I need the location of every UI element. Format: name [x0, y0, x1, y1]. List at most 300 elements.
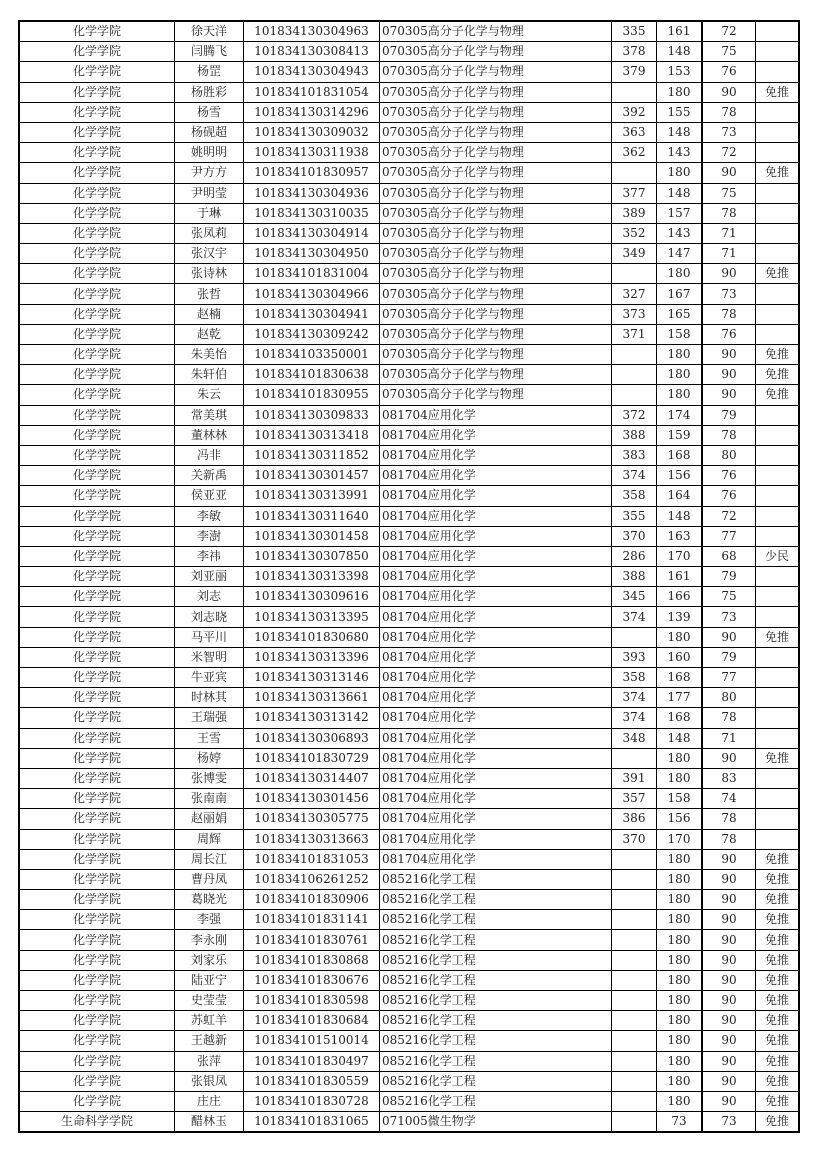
exam-id-cell: 101834130308413: [244, 42, 380, 62]
total-score-cell: 77: [702, 526, 756, 546]
total-score-cell: 79: [702, 567, 756, 587]
college-cell: 化学学院: [19, 244, 175, 264]
student-name-cell: 庄庄: [175, 1091, 244, 1111]
student-name-cell: 赵乾: [175, 324, 244, 344]
retest-score-cell: 180: [657, 950, 703, 970]
note-cell: [756, 62, 800, 82]
college-cell: 化学学院: [19, 143, 175, 163]
table-row: [19, 526, 799, 546]
major-cell: 085216化学工程: [380, 869, 612, 889]
student-name-cell: 李祎: [175, 546, 244, 566]
total-score-cell: 90: [702, 1091, 756, 1111]
note-cell: [756, 587, 800, 607]
table-row: [19, 950, 799, 970]
college-cell: 化学学院: [19, 587, 175, 607]
student-name-cell: 张凤莉: [175, 223, 244, 243]
note-cell: [756, 425, 800, 445]
note-cell: [756, 21, 800, 42]
major-cell: 081704应用化学: [380, 829, 612, 849]
initial-score-cell: 374: [612, 708, 657, 728]
student-name-cell: 陆亚宁: [175, 970, 244, 990]
initial-score-cell: [612, 849, 657, 869]
initial-score-cell: 391: [612, 768, 657, 788]
retest-score-cell: 180: [657, 1091, 703, 1111]
table-row: [19, 708, 799, 728]
total-score-cell: 73: [702, 607, 756, 627]
table-row: [19, 284, 799, 304]
retest-score-cell: 180: [657, 991, 703, 1011]
retest-score-cell: 180: [657, 869, 703, 889]
table-row: [19, 647, 799, 667]
note-cell: 免推: [756, 1031, 800, 1051]
initial-score-cell: 383: [612, 445, 657, 465]
exam-id-cell: 101834130304943: [244, 62, 380, 82]
student-name-cell: 张银凤: [175, 1071, 244, 1091]
initial-score-cell: [612, 991, 657, 1011]
table-row: [19, 365, 799, 385]
initial-score-cell: [612, 869, 657, 889]
major-cell: 081704应用化学: [380, 809, 612, 829]
major-cell: 085216化学工程: [380, 1071, 612, 1091]
retest-score-cell: 180: [657, 82, 703, 102]
initial-score-cell: 370: [612, 829, 657, 849]
student-name-cell: 张萍: [175, 1051, 244, 1071]
student-name-cell: 朱美怡: [175, 345, 244, 365]
major-cell: 081704应用化学: [380, 466, 612, 486]
table-row: [19, 1112, 799, 1133]
retest-score-cell: 180: [657, 849, 703, 869]
major-cell: 070305高分子化学与物理: [380, 62, 612, 82]
retest-score-cell: 168: [657, 668, 703, 688]
retest-score-cell: 163: [657, 526, 703, 546]
exam-id-cell: 101834130313396: [244, 647, 380, 667]
major-cell: 081704应用化学: [380, 486, 612, 506]
major-cell: 070305高分子化学与物理: [380, 203, 612, 223]
note-cell: 免推: [756, 1071, 800, 1091]
exam-id-cell: 101834130309242: [244, 324, 380, 344]
total-score-cell: 78: [702, 708, 756, 728]
note-cell: 免推: [756, 970, 800, 990]
total-score-cell: 90: [702, 365, 756, 385]
table-body: [19, 21, 799, 1132]
college-cell: 化学学院: [19, 546, 175, 566]
retest-score-cell: 73: [657, 1112, 703, 1133]
student-name-cell: 苏虹羊: [175, 1011, 244, 1031]
major-cell: 081704应用化学: [380, 768, 612, 788]
retest-score-cell: 180: [657, 385, 703, 405]
exam-id-cell: 101834130313146: [244, 668, 380, 688]
retest-score-cell: 180: [657, 264, 703, 284]
table-row: [19, 567, 799, 587]
table-row: [19, 688, 799, 708]
retest-score-cell: 180: [657, 345, 703, 365]
retest-score-cell: 180: [657, 768, 703, 788]
total-score-cell: 71: [702, 223, 756, 243]
college-cell: 化学学院: [19, 466, 175, 486]
note-cell: [756, 183, 800, 203]
major-cell: 070305高分子化学与物理: [380, 42, 612, 62]
table-row: [19, 728, 799, 748]
retest-score-cell: 157: [657, 203, 703, 223]
exam-id-cell: 101834101830684: [244, 1011, 380, 1031]
note-cell: 免推: [756, 1091, 800, 1111]
major-cell: 085216化学工程: [380, 890, 612, 910]
total-score-cell: 78: [702, 809, 756, 829]
college-cell: 化学学院: [19, 385, 175, 405]
major-cell: 071005微生物学: [380, 1112, 612, 1133]
college-cell: 化学学院: [19, 1091, 175, 1111]
exam-id-cell: 101834101831004: [244, 264, 380, 284]
exam-id-cell: 101834130307850: [244, 546, 380, 566]
major-cell: 081704应用化学: [380, 748, 612, 768]
initial-score-cell: 357: [612, 789, 657, 809]
major-cell: 085216化学工程: [380, 950, 612, 970]
total-score-cell: 71: [702, 728, 756, 748]
table-row: [19, 203, 799, 223]
total-score-cell: 78: [702, 102, 756, 122]
retest-score-cell: 158: [657, 789, 703, 809]
admission-score-table: [18, 20, 800, 1133]
initial-score-cell: 372: [612, 405, 657, 425]
exam-id-cell: 101834130311640: [244, 506, 380, 526]
note-cell: 免推: [756, 950, 800, 970]
retest-score-cell: 148: [657, 728, 703, 748]
student-name-cell: 曹丹凤: [175, 869, 244, 889]
college-cell: 化学学院: [19, 486, 175, 506]
retest-score-cell: 168: [657, 445, 703, 465]
student-name-cell: 时林其: [175, 688, 244, 708]
exam-id-cell: 101834130304950: [244, 244, 380, 264]
note-cell: [756, 304, 800, 324]
table-row: [19, 829, 799, 849]
initial-score-cell: 374: [612, 607, 657, 627]
major-cell: 070305高分子化学与物理: [380, 365, 612, 385]
initial-score-cell: [612, 627, 657, 647]
exam-id-cell: 101834130309616: [244, 587, 380, 607]
note-cell: 免推: [756, 365, 800, 385]
retest-score-cell: 180: [657, 1011, 703, 1031]
initial-score-cell: 348: [612, 728, 657, 748]
table-row: [19, 244, 799, 264]
table-row: [19, 1091, 799, 1111]
exam-id-cell: 101834101830680: [244, 627, 380, 647]
exam-id-cell: 101834130313661: [244, 688, 380, 708]
table-row: [19, 466, 799, 486]
student-name-cell: 王瑞强: [175, 708, 244, 728]
college-cell: 化学学院: [19, 183, 175, 203]
table-row: [19, 890, 799, 910]
retest-score-cell: 148: [657, 122, 703, 142]
retest-score-cell: 180: [657, 1051, 703, 1071]
student-name-cell: 尹明莹: [175, 183, 244, 203]
exam-id-cell: 101834101830497: [244, 1051, 380, 1071]
total-score-cell: 90: [702, 970, 756, 990]
note-cell: 免推: [756, 1112, 800, 1133]
retest-score-cell: 161: [657, 21, 703, 42]
major-cell: 081704应用化学: [380, 425, 612, 445]
college-cell: 化学学院: [19, 607, 175, 627]
initial-score-cell: [612, 1011, 657, 1031]
exam-id-cell: 101834101830761: [244, 930, 380, 950]
total-score-cell: 71: [702, 244, 756, 264]
college-cell: 化学学院: [19, 869, 175, 889]
initial-score-cell: [612, 345, 657, 365]
initial-score-cell: [612, 890, 657, 910]
major-cell: 081704应用化学: [380, 627, 612, 647]
major-cell: 081704应用化学: [380, 849, 612, 869]
initial-score-cell: 355: [612, 506, 657, 526]
exam-id-cell: 101834130314407: [244, 768, 380, 788]
total-score-cell: 75: [702, 183, 756, 203]
exam-id-cell: 101834103350001: [244, 345, 380, 365]
initial-score-cell: 374: [612, 466, 657, 486]
student-name-cell: 葛晓光: [175, 890, 244, 910]
note-cell: [756, 526, 800, 546]
college-cell: 化学学院: [19, 1071, 175, 1091]
initial-score-cell: 388: [612, 567, 657, 587]
exam-id-cell: 101834130313418: [244, 425, 380, 445]
note-cell: [756, 324, 800, 344]
total-score-cell: 90: [702, 890, 756, 910]
college-cell: 化学学院: [19, 62, 175, 82]
student-name-cell: 张诗林: [175, 264, 244, 284]
college-cell: 化学学院: [19, 950, 175, 970]
total-score-cell: 78: [702, 829, 756, 849]
student-name-cell: 朱轩伯: [175, 365, 244, 385]
table-row: [19, 809, 799, 829]
initial-score-cell: [612, 970, 657, 990]
note-cell: 免推: [756, 849, 800, 869]
college-cell: 化学学院: [19, 445, 175, 465]
retest-score-cell: 164: [657, 486, 703, 506]
major-cell: 085216化学工程: [380, 1091, 612, 1111]
initial-score-cell: 335: [612, 21, 657, 42]
note-cell: [756, 143, 800, 163]
total-score-cell: 74: [702, 789, 756, 809]
student-name-cell: 张博雯: [175, 768, 244, 788]
college-cell: 化学学院: [19, 910, 175, 930]
note-cell: [756, 244, 800, 264]
college-cell: 化学学院: [19, 708, 175, 728]
student-name-cell: 李敏: [175, 506, 244, 526]
total-score-cell: 73: [702, 1112, 756, 1133]
student-name-cell: 王雪: [175, 728, 244, 748]
retest-score-cell: 155: [657, 102, 703, 122]
total-score-cell: 90: [702, 991, 756, 1011]
initial-score-cell: [612, 1112, 657, 1133]
exam-id-cell: 101834101830559: [244, 1071, 380, 1091]
total-score-cell: 90: [702, 82, 756, 102]
initial-score-cell: 393: [612, 647, 657, 667]
note-cell: [756, 506, 800, 526]
initial-score-cell: [612, 82, 657, 102]
initial-score-cell: 386: [612, 809, 657, 829]
table-row: [19, 930, 799, 950]
major-cell: 070305高分子化学与物理: [380, 82, 612, 102]
major-cell: 085216化学工程: [380, 1051, 612, 1071]
note-cell: [756, 445, 800, 465]
exam-id-cell: 101834101831141: [244, 910, 380, 930]
retest-score-cell: 177: [657, 688, 703, 708]
college-cell: 化学学院: [19, 1031, 175, 1051]
major-cell: 081704应用化学: [380, 445, 612, 465]
retest-score-cell: 170: [657, 829, 703, 849]
note-cell: [756, 567, 800, 587]
college-cell: 化学学院: [19, 21, 175, 42]
retest-score-cell: 166: [657, 587, 703, 607]
college-cell: 化学学院: [19, 567, 175, 587]
exam-id-cell: 101834130309032: [244, 122, 380, 142]
total-score-cell: 76: [702, 466, 756, 486]
retest-score-cell: 159: [657, 425, 703, 445]
retest-score-cell: 180: [657, 163, 703, 183]
retest-score-cell: 161: [657, 567, 703, 587]
note-cell: 免推: [756, 385, 800, 405]
note-cell: 少民: [756, 546, 800, 566]
student-name-cell: 李澍: [175, 526, 244, 546]
college-cell: 化学学院: [19, 264, 175, 284]
initial-score-cell: 373: [612, 304, 657, 324]
exam-id-cell: 101834101830598: [244, 991, 380, 1011]
major-cell: 085216化学工程: [380, 970, 612, 990]
total-score-cell: 77: [702, 668, 756, 688]
initial-score-cell: [612, 748, 657, 768]
retest-score-cell: 180: [657, 890, 703, 910]
student-name-cell: 张南南: [175, 789, 244, 809]
total-score-cell: 76: [702, 324, 756, 344]
table-row: [19, 304, 799, 324]
college-cell: 化学学院: [19, 1011, 175, 1031]
major-cell: 081704应用化学: [380, 546, 612, 566]
note-cell: [756, 405, 800, 425]
total-score-cell: 90: [702, 1011, 756, 1031]
total-score-cell: 83: [702, 768, 756, 788]
exam-id-cell: 101834106261252: [244, 869, 380, 889]
table-row: [19, 82, 799, 102]
student-name-cell: 赵楠: [175, 304, 244, 324]
note-cell: [756, 284, 800, 304]
note-cell: [756, 708, 800, 728]
retest-score-cell: 143: [657, 223, 703, 243]
initial-score-cell: 378: [612, 42, 657, 62]
student-name-cell: 醋林玉: [175, 1112, 244, 1133]
college-cell: 化学学院: [19, 829, 175, 849]
table-row: [19, 324, 799, 344]
initial-score-cell: 370: [612, 526, 657, 546]
retest-score-cell: 156: [657, 809, 703, 829]
table-row: [19, 223, 799, 243]
major-cell: 081704应用化学: [380, 647, 612, 667]
exam-id-cell: 101834130304966: [244, 284, 380, 304]
table-row: [19, 62, 799, 82]
college-cell: 化学学院: [19, 365, 175, 385]
retest-score-cell: 156: [657, 466, 703, 486]
note-cell: 免推: [756, 869, 800, 889]
student-name-cell: 杨罡: [175, 62, 244, 82]
note-cell: [756, 688, 800, 708]
table-row: [19, 668, 799, 688]
college-cell: 化学学院: [19, 991, 175, 1011]
note-cell: [756, 668, 800, 688]
note-cell: 免推: [756, 1051, 800, 1071]
student-name-cell: 董林林: [175, 425, 244, 445]
retest-score-cell: 148: [657, 506, 703, 526]
college-cell: 化学学院: [19, 627, 175, 647]
table-row: [19, 102, 799, 122]
major-cell: 070305高分子化学与物理: [380, 143, 612, 163]
student-name-cell: 米智明: [175, 647, 244, 667]
retest-score-cell: 180: [657, 910, 703, 930]
note-cell: [756, 122, 800, 142]
major-cell: 070305高分子化学与物理: [380, 264, 612, 284]
initial-score-cell: [612, 950, 657, 970]
retest-score-cell: 139: [657, 607, 703, 627]
initial-score-cell: [612, 163, 657, 183]
retest-score-cell: 148: [657, 183, 703, 203]
exam-id-cell: 101834130304936: [244, 183, 380, 203]
total-score-cell: 90: [702, 385, 756, 405]
initial-score-cell: 352: [612, 223, 657, 243]
total-score-cell: 78: [702, 425, 756, 445]
note-cell: 免推: [756, 82, 800, 102]
note-cell: [756, 647, 800, 667]
major-cell: 070305高分子化学与物理: [380, 21, 612, 42]
initial-score-cell: 388: [612, 425, 657, 445]
initial-score-cell: [612, 910, 657, 930]
table-row: [19, 122, 799, 142]
student-name-cell: 常美琪: [175, 405, 244, 425]
initial-score-cell: [612, 1031, 657, 1051]
student-name-cell: 于琳: [175, 203, 244, 223]
total-score-cell: 90: [702, 345, 756, 365]
total-score-cell: 90: [702, 163, 756, 183]
exam-id-cell: 101834101830906: [244, 890, 380, 910]
major-cell: 070305高分子化学与物理: [380, 244, 612, 264]
total-score-cell: 76: [702, 486, 756, 506]
retest-score-cell: 158: [657, 324, 703, 344]
exam-id-cell: 101834101830728: [244, 1091, 380, 1111]
total-score-cell: 75: [702, 42, 756, 62]
retest-score-cell: 165: [657, 304, 703, 324]
note-cell: [756, 102, 800, 122]
college-cell: 化学学院: [19, 1051, 175, 1071]
student-name-cell: 杨雪: [175, 102, 244, 122]
exam-id-cell: 101834130313991: [244, 486, 380, 506]
retest-score-cell: 180: [657, 365, 703, 385]
total-score-cell: 73: [702, 284, 756, 304]
exam-id-cell: 101834101830676: [244, 970, 380, 990]
major-cell: 070305高分子化学与物理: [380, 102, 612, 122]
major-cell: 070305高分子化学与物理: [380, 324, 612, 344]
college-cell: 化学学院: [19, 42, 175, 62]
table-row: [19, 21, 799, 42]
table-row: [19, 425, 799, 445]
initial-score-cell: 389: [612, 203, 657, 223]
note-cell: 免推: [756, 890, 800, 910]
note-cell: 免推: [756, 627, 800, 647]
table-row: [19, 345, 799, 365]
exam-id-cell: 101834101830638: [244, 365, 380, 385]
student-name-cell: 马平川: [175, 627, 244, 647]
retest-score-cell: 153: [657, 62, 703, 82]
initial-score-cell: 392: [612, 102, 657, 122]
college-cell: 化学学院: [19, 405, 175, 425]
college-cell: 化学学院: [19, 768, 175, 788]
table-row: [19, 970, 799, 990]
student-name-cell: 关新禹: [175, 466, 244, 486]
table-row: [19, 183, 799, 203]
table-row: [19, 849, 799, 869]
